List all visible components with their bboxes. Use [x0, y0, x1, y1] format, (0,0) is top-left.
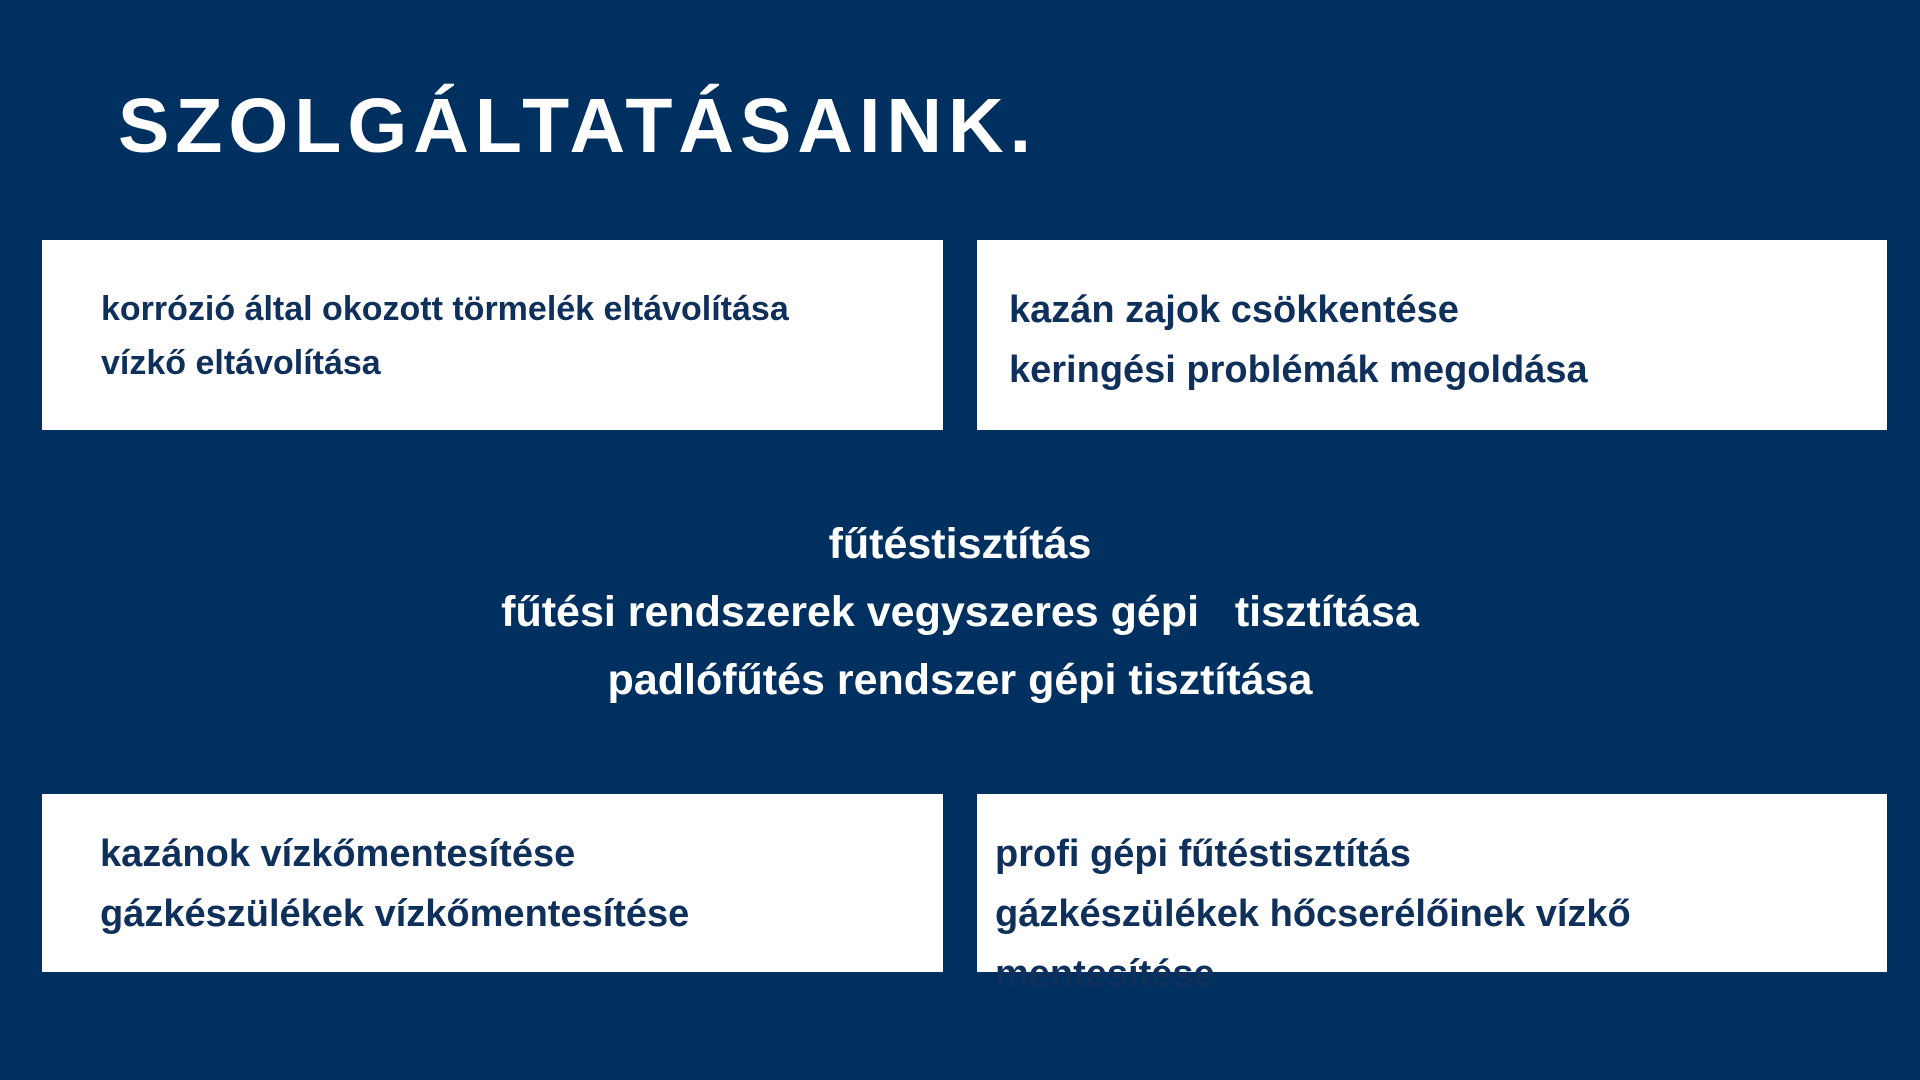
center-service-line: fűtési rendszerek vegyszeres gépi tisztítása [501, 588, 1419, 636]
service-card-top-right [977, 240, 1887, 430]
service-line: gázkészülékek hőcserélőinek vízkő [995, 893, 1631, 935]
service-line: kazán zajok csökkentése [1009, 289, 1459, 331]
service-card-top-left [42, 240, 943, 430]
service-line: kazánok vízkőmentesítése [100, 833, 576, 875]
page-title: SZOLGÁLTATÁSAINK. [118, 83, 1037, 169]
service-card-bottom-left [42, 794, 943, 972]
service-card-bottom-right [977, 794, 1887, 995]
center-service-line: padlófűtés rendszer gépi tisztítása [607, 656, 1313, 704]
service-line: profi gépi fűtéstisztítás [995, 833, 1411, 875]
center-service-list [0, 510, 1920, 714]
service-line: korrózió által okozott törmelék eltávolítása [101, 290, 789, 328]
service-line: keringési problémák megoldása [1009, 349, 1588, 391]
service-line: vízkő eltávolítása [101, 344, 381, 382]
center-service-line: fűtéstisztítás [828, 520, 1092, 568]
service-line: gázkészülékek vízkőmentesítése [100, 893, 690, 935]
service-line: mentesítése [995, 953, 1215, 995]
